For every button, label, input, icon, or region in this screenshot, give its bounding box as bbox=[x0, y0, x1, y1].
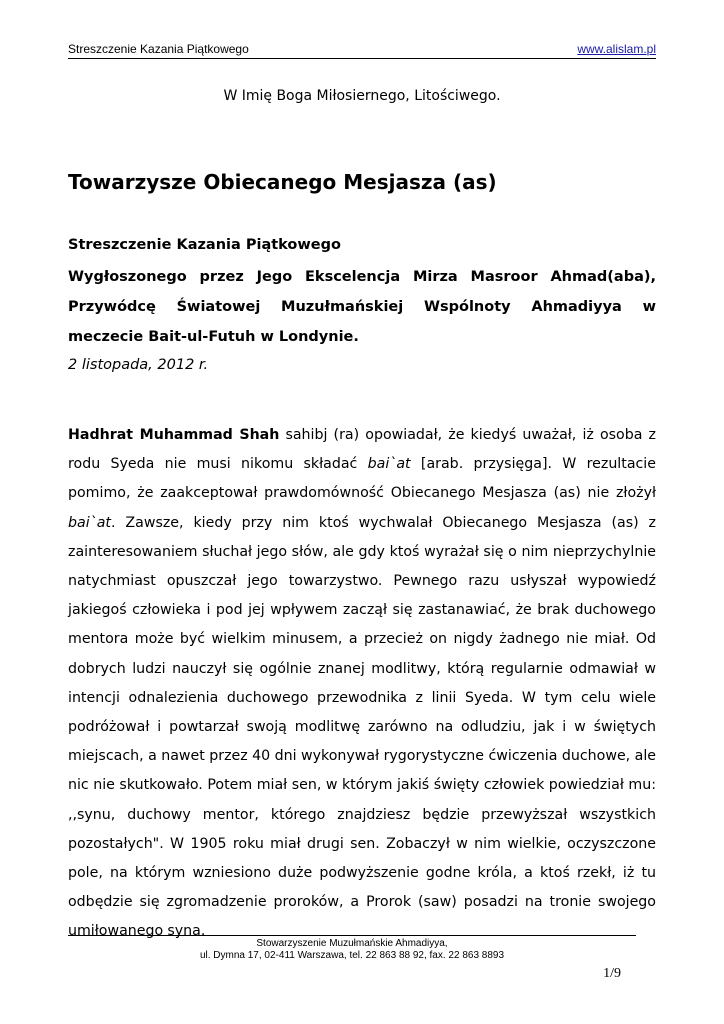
sermon-date: 2 listopada, 2012 r. bbox=[68, 357, 209, 373]
footer-divider bbox=[68, 935, 636, 936]
term-baiat-2: bai`at bbox=[68, 514, 111, 531]
page-header bbox=[68, 40, 656, 59]
header-website-link[interactable]: www.alislam.pl bbox=[577, 42, 656, 56]
body-paragraph bbox=[68, 421, 656, 947]
body-text-2: [arab. przysięga]. W rezultacie pomimo, że zaakceptował prawdomówność Obiecanego Mesjasza (as) nie złożył bbox=[68, 456, 656, 502]
page-number: 1/9 bbox=[603, 966, 621, 981]
footer-organization: Stowarzyszenie Muzułmańskie Ahmadiyya, bbox=[256, 938, 448, 949]
body-text-3: . Zawsze, kiedy przy nim ktoś wychwalał Obiecanego Mesjasza (as) z zainteresowaniem słuchał jego słów, ale gdy ktoś wyrażał się o nim nieprzychylnie natychmiast opuszczał jego towarzystwo. Pewnego razu usłyszał wypowiedź jakiegoś człowieka i pod jej wpływem zaczął się zastanawiać, że brak duchowego mentora może być wielkim minusem, a przecież on nigdy żadnego nie miał. Od dobrych ludzi nauczył się ogólnie znanej modlitwy, którą regularnie odmawiał w intencji odnalezienia duchowego przewodnika z linii Syeda. W tym celu wiele podróżował i powtarzał swoją modlitwę zarówno na odludziu, jak i w świętych miejscach, a nawet przez 40 dni wykonywał rygorystyczne ćwiczenia duchowe, ale nic nie skutkowało. Potem miał sen, w którym jakiś święty człowiek powiedział mu: ,,synu, duchowy mentor, którego znajdziesz będzie przewyższał wszystkich pozostałych". W 1905 roku miał drugi sen. Zobaczył w nim wielkie, oczyszczone pole, na którym wzniesiono duże podwyższenie godne króla, a ktoś rzekł, iż tu odbędzie się zgromadzenie proroków, a Prorok (saw) posadzi na tronie swojego umiłowanego syna. bbox=[68, 514, 656, 940]
body-text-1: sahibj (ra) opowiadał, że kiedyś uważał, iż osoba z rodu Syeda nie musi nikomu składać bbox=[68, 427, 656, 473]
document-title: Towarzysze Obiecanego Mesjasza (as) bbox=[68, 170, 497, 194]
footer-address: ul. Dymna 17, 02-411 Warszawa, tel. 22 863 88 92, fax. 22 863 8893 bbox=[199, 950, 505, 961]
document-subtitle: Streszczenie Kazania Piątkowego bbox=[68, 237, 341, 253]
preacher-info: Wygłoszonego przez Jego Ekscelencja Mirza Masroor Ahmad(aba), Przywódcę Światowej Muzułmańskiej Wspólnoty Ahmadiyya w meczecie Bait-ul-Futuh w Londynie. bbox=[68, 269, 656, 345]
person-name: Hadhrat Muhammad Shah bbox=[68, 427, 280, 443]
term-baiat-1: bai`at bbox=[367, 456, 411, 473]
header-title: Streszczenie Kazania Piątkowego bbox=[68, 42, 249, 56]
invocation: W Imię Boga Miłosiernego, Litościwego. bbox=[223, 88, 501, 104]
